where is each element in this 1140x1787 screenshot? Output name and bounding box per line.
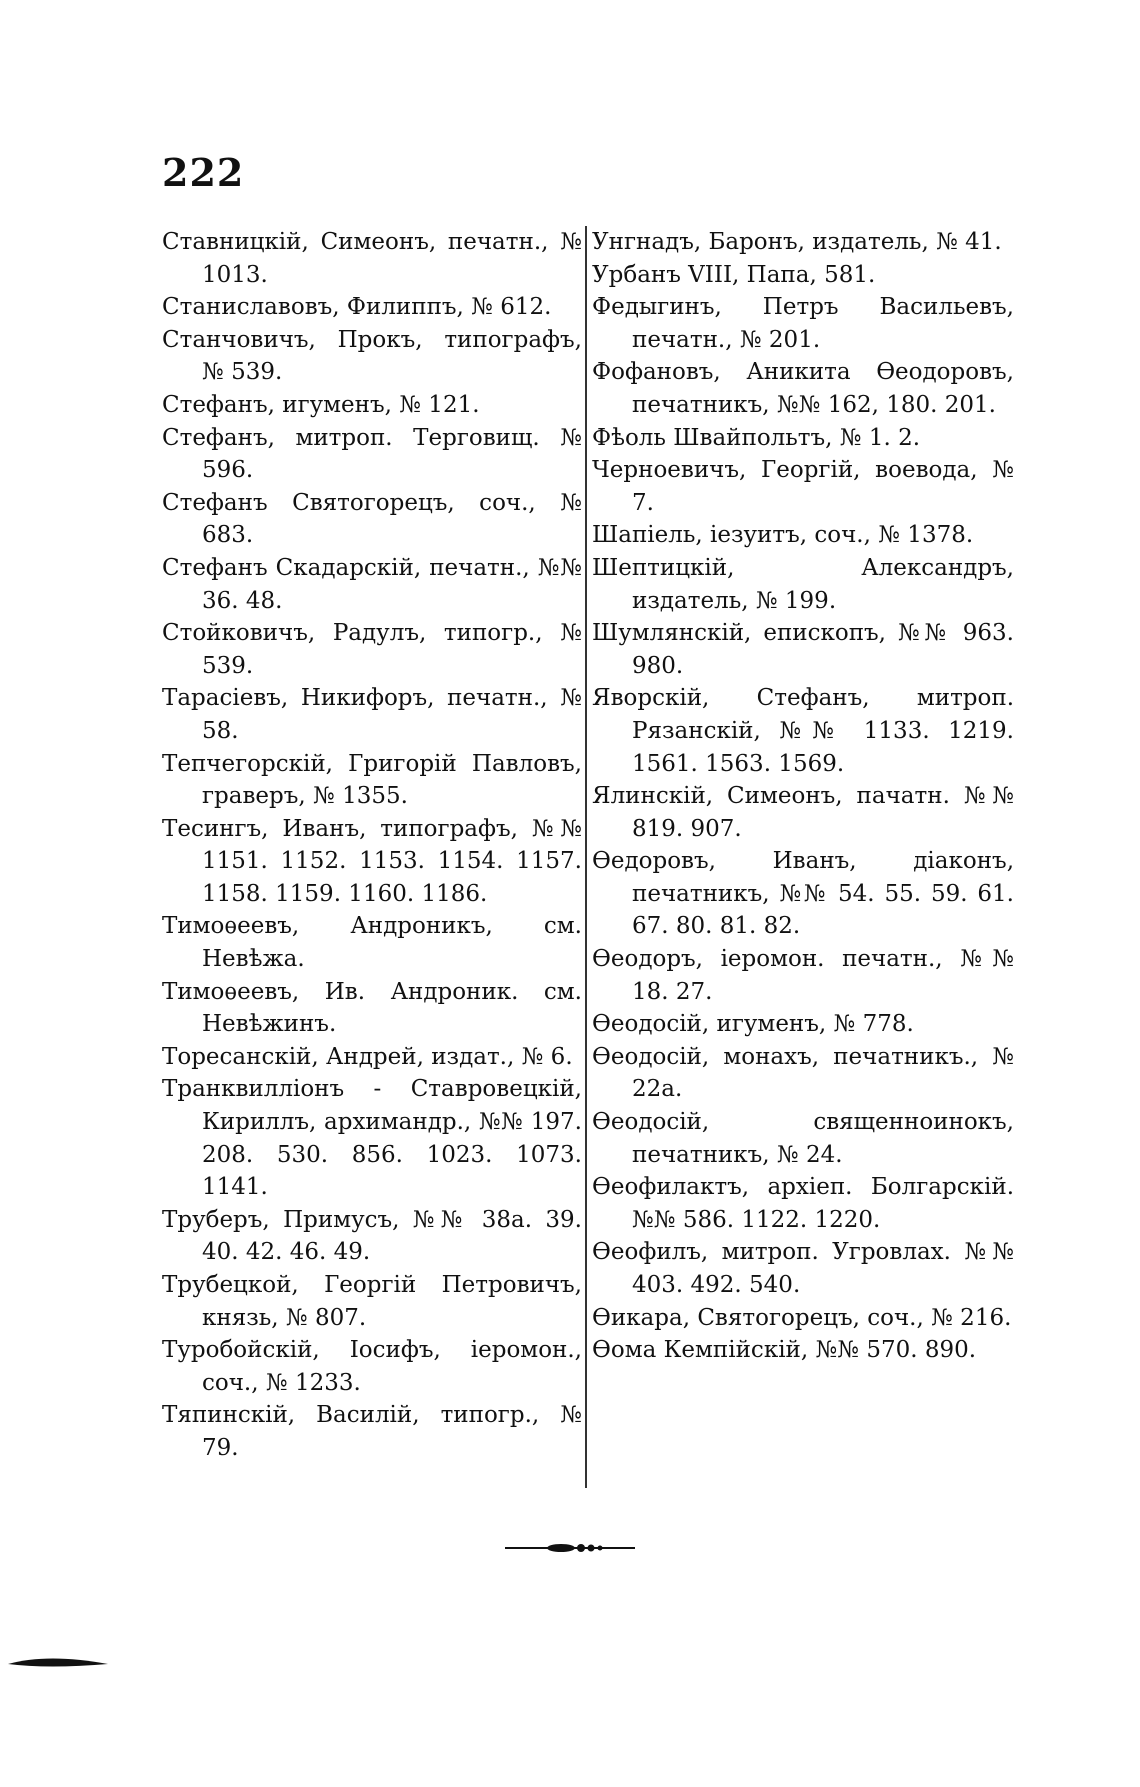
index-entry: Ѳеофилъ, митроп. Угровлах. №№ 403. 492. 540. [592, 1239, 1014, 1298]
index-entry: Стефанъ Святогорецъ, соч., № 683. [162, 489, 582, 549]
index-entry: Стефанъ, митроп. Терговищ. № 596. [162, 424, 582, 484]
index-entry: Трубецкой, Георгій Петровичъ, князь, № 807. [162, 1272, 582, 1331]
index-entry: Стефанъ Скадарскій, печатн., №№ 36. 48. [162, 554, 582, 614]
index-entry: Торесанскій, Андрей, издат., № 6. [162, 1043, 573, 1070]
index-entry: Труберъ, Примусъ, №№ 38а. 39. 40. 42. 46. 49. [162, 1206, 582, 1266]
index-entry: Тарасіевъ, Никифоръ, печатн., № 58. [162, 685, 582, 744]
index-entry: Фофановъ, Аникита Ѳеодоровъ, печатникъ, №№ 162, 180. 201. [592, 359, 1014, 418]
index-entry: Федыгинъ, Петръ Васильевъ, печатн., № 201. [592, 294, 1014, 353]
index-entry: Ѳикара, Святогорецъ, соч., № 216. [592, 1304, 1012, 1331]
index-entry: Ѳеофилактъ, архіеп. Болгарскій. №№ 586. 1122. 1220. [592, 1174, 1014, 1233]
index-entry: Тяпинскій, Василій, типогр., № 79. [162, 1402, 582, 1461]
index-entry: Ѳома Кемпійскій, №№ 570. 890. [592, 1337, 977, 1364]
ornament-divider-icon [505, 1538, 635, 1558]
index-entry: Ѳеодосій, священноинокъ, печатникъ, № 24. [592, 1109, 1014, 1168]
index-entry: Тимоѳеевъ, Ив. Андроник. см. Невѣжинъ. [162, 978, 582, 1038]
index-entry: Ставницкій, Симеонъ, печатн., № 1013. [162, 229, 582, 288]
column-divider [585, 226, 587, 1488]
index-entry: Транквилліонъ - Ставровецкій, Кириллъ, архимандр., №№ 197. 208. 530. 856. 1023. 1073. 1141. [162, 1076, 582, 1201]
page-number: 222 [162, 150, 245, 195]
index-entry: Фѣоль Швайпольтъ, № 1. 2. [592, 424, 921, 451]
index-entry: Станиславовъ, Филиппъ, № 612. [162, 294, 552, 321]
index-entry: Унгнадъ, Баронъ, издатель, № 41. [592, 229, 1002, 255]
index-entry: Тимоѳеевъ, Андроникъ, см. Невѣжа. [162, 913, 582, 973]
index-entry: Яворскій, Стефанъ, митроп. Рязанскій, №№ 1133. 1219. 1561. 1563. 1569. [592, 685, 1014, 777]
index-entry: Шептицкій, Александръ, издатель, № 199. [592, 554, 1014, 614]
index-entry: Ѳеодосій, монахъ, печатникъ., № 22а. [592, 1043, 1014, 1103]
index-entry: Стефанъ, игуменъ, № 121. [162, 391, 480, 418]
margin-mark-icon [8, 1655, 108, 1669]
index-entry: Станчовичъ, Прокъ, типографъ, № 539. [162, 326, 582, 386]
index-entry: Черноевичъ, Георгій, воевода, № 7. [592, 457, 1014, 516]
index-entry: Ѳеодосій, игуменъ, № 778. [592, 1011, 914, 1038]
index-entry: Шумлянскій, епископъ, №№ 963. 980. [592, 620, 1014, 679]
index-entry: Тепчегорскій, Григорій Павловъ, граверъ, № 1355. [162, 750, 582, 810]
index-entry: Ялинскій, Симеонъ, пачатн. №№ 819. 907. [592, 783, 1014, 842]
index-entry: Ѳедоровъ, Иванъ, діаконъ, печатникъ, №№ 54. 55. 59. 61. 67. 80. 81. 82. [592, 848, 1014, 940]
index-entry: Ѳеодоръ, іеромон. печатн., №№ 18. 27. [592, 946, 1014, 1005]
index-entry: Туробойскій, Іосифъ, іеромон., соч., № 1233. [162, 1337, 582, 1396]
index-entry: Стойковичъ, Радулъ, типогр., № 539. [162, 620, 582, 679]
left-column [162, 226, 582, 1465]
index-entry: Тесингъ, Иванъ, типографъ, №№ 1151. 1152. 1153. 1154. 1157. 1158. 1159. 1160. 1186. [162, 815, 582, 907]
index-entry: Урбанъ VIII, Папа, 581. [592, 261, 876, 288]
right-column [592, 226, 1014, 1367]
index-entry: Шапіель, іезуитъ, соч., № 1378. [592, 522, 974, 549]
